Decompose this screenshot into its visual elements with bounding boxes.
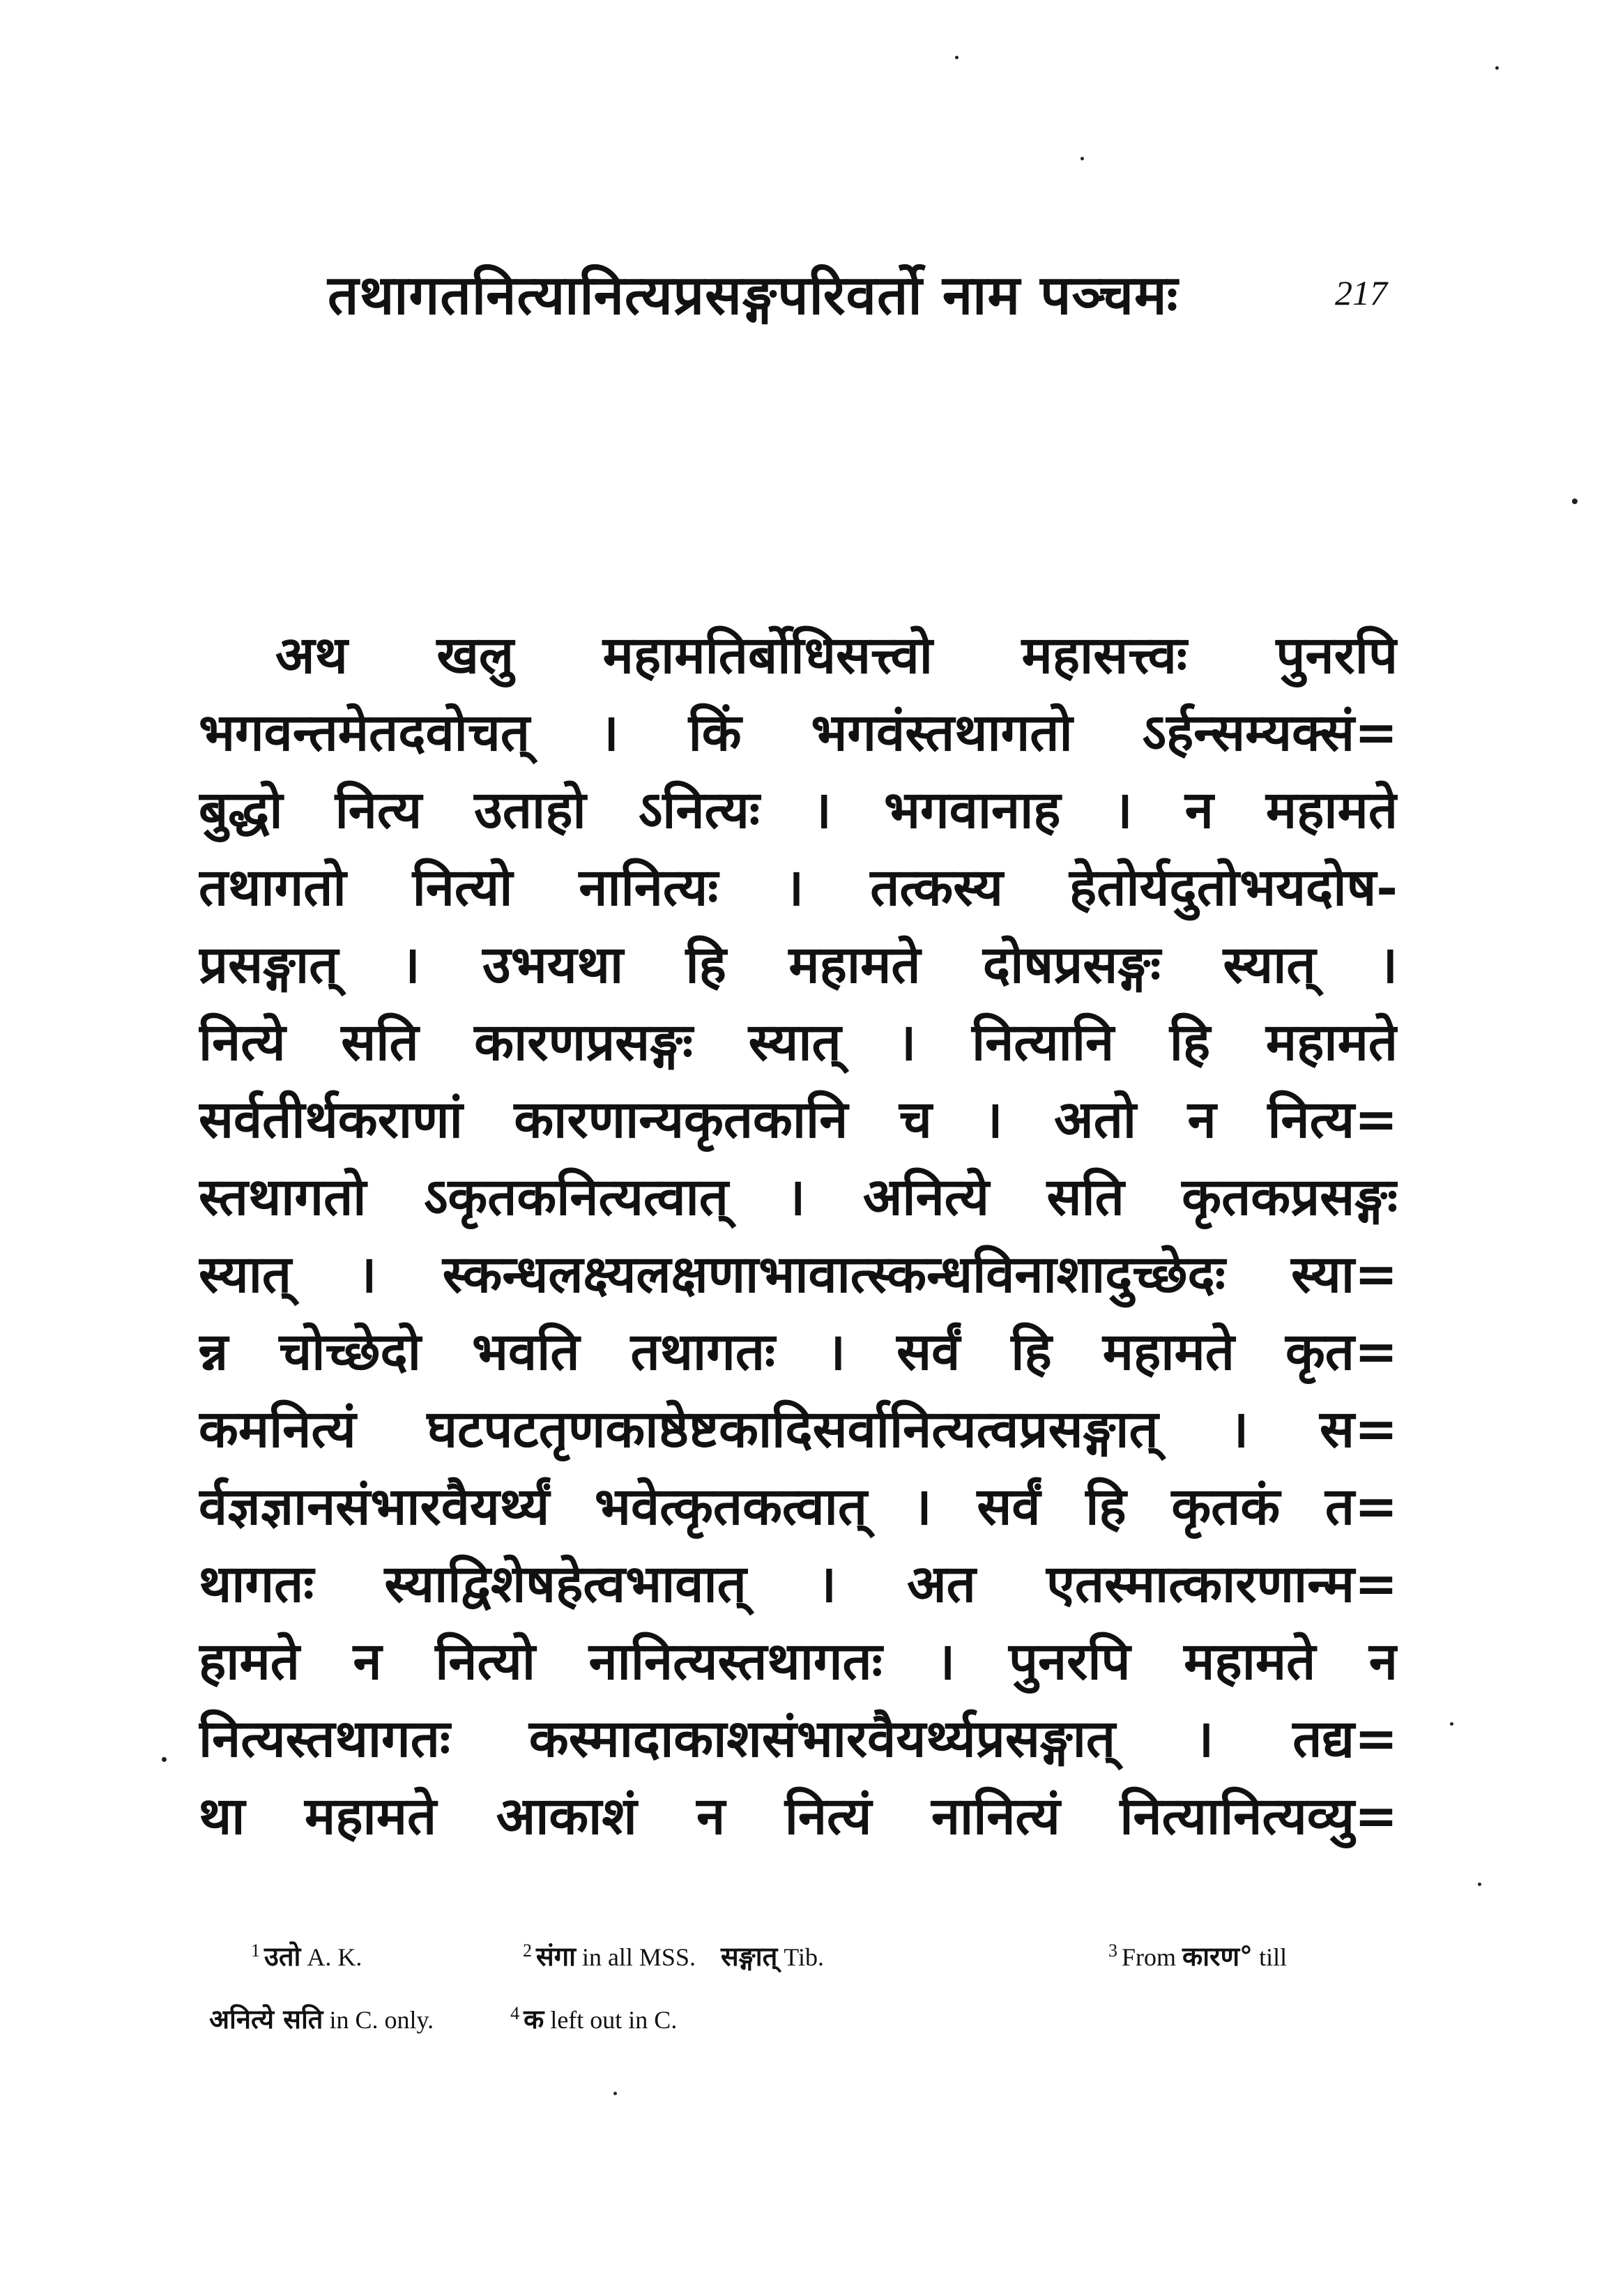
text-line: नित्यस्तथागतः कस्मादाकाशसंभारवैयर्थ्यप्रसङ्गात् । तद्य=: [199, 1709, 1398, 1769]
footnote-variant: उतो: [264, 1940, 301, 1972]
footnote-row: [209, 1987, 1394, 2050]
footnote-source: Tib.: [784, 1943, 824, 1971]
footnote-variant: क: [524, 2003, 544, 2035]
footnote-variant: कारण°: [1182, 1940, 1253, 1972]
running-head: [328, 251, 1387, 335]
scan-speck: [613, 2092, 617, 2095]
running-title: तथागतनित्यानित्यप्रसङ्गपरिवर्तो नाम पञ्चमः: [328, 264, 1179, 327]
text-line: सर्वतीर्थकराणां कारणान्यकृतकानि च । अतो न नित्य=: [199, 1090, 1398, 1150]
scan-speck: [1495, 66, 1499, 70]
footnote-text: left out in C.: [550, 2006, 678, 2034]
scan-speck: [162, 1757, 167, 1762]
text-line: कमनित्यं घटपटतृणकाष्ठेष्टकादिसर्वानित्यत्वप्रसङ्गात् । स=: [199, 1399, 1398, 1459]
text-line: तथागतो नित्यो नानित्यः । तत्कस्य हेतोर्यदुतोभयदोष-: [199, 858, 1398, 918]
footnote-variant: संगा: [536, 1940, 576, 1972]
text-line: बुद्धो नित्य उताहो ऽनित्यः । भगवानाह । न महामते: [199, 780, 1398, 840]
text-line: न्न चोच्छेदो भवति तथागतः । सर्वं हि महामते कृत=: [199, 1322, 1398, 1382]
footnote-text: till: [1259, 1943, 1288, 1971]
footnote-source: in all MSS.: [581, 1943, 696, 1971]
scan-speck: [1572, 499, 1578, 504]
footnote-variant: सङ्गात्: [720, 1940, 778, 1972]
text-line: स्यात् । स्कन्धलक्ष्यलक्षणाभावात्स्कन्धविनाशादुच्छेदः स्या=: [199, 1245, 1398, 1305]
footnote-1: [209, 1938, 523, 1974]
text-line: अथ खलु महामतिर्बोधिसत्त्वो महासत्त्वः पुनरपि: [275, 625, 1398, 685]
scan-speck: [955, 56, 959, 59]
footnote-4: [434, 2000, 677, 2037]
footnote-text: in C. only.: [329, 2006, 434, 2034]
sanskrit-body-text: [199, 617, 1398, 1855]
scan-speck: [1081, 157, 1084, 160]
footnote-variant: अनित्ये सति: [209, 2003, 323, 2035]
text-line: हामते न नित्यो नानित्यस्तथागतः । पुनरपि महामते न: [199, 1632, 1398, 1691]
text-line: था महामते आकाशं न नित्यं नानित्यं नित्यानित्यव्यु=: [199, 1786, 1398, 1846]
scan-speck: [1450, 1722, 1453, 1726]
page-number: 217: [1335, 273, 1387, 312]
footnote-3: [1108, 1938, 1394, 1974]
text-line: स्तथागतो ऽकृतकनित्यत्वात् । अनित्ये सति कृतकप्रसङ्गः: [199, 1167, 1398, 1227]
footnote-marker: 2: [523, 1940, 532, 1961]
scan-speck: [1478, 1883, 1481, 1886]
text-line: प्रसङ्गात् । उभयथा हि महामते दोषप्रसङ्गः स्यात् ।: [199, 935, 1398, 995]
text-line: थागतः स्याद्विशेषहेत्वभावात् । अत एतस्मात्कारणान्म=: [199, 1554, 1398, 1614]
footnote-marker: 3: [1108, 1940, 1117, 1961]
text-line: र्वज्ञज्ञानसंभारवैयर्थ्यं भवेत्कृतकत्वात् । सर्वं हि कृतकं त=: [199, 1477, 1398, 1537]
footnote-marker: 4: [510, 2003, 520, 2023]
footnote-marker: 1: [251, 1940, 260, 1961]
footnotes: [209, 1924, 1394, 2050]
footnote-text: From: [1122, 1943, 1177, 1971]
footnote-3-continued: [209, 2000, 434, 2037]
text-line: नित्ये सति कारणप्रसङ्गः स्यात् । नित्यानि हि महामते: [199, 1012, 1398, 1072]
footnote-source: A. K.: [307, 1943, 362, 1971]
text-line: भगवन्तमेतदवोचत् । किं भगवंस्तथागतो ऽर्हन्सम्यक्सं=: [199, 703, 1398, 763]
footnote-2: [523, 1938, 1108, 1974]
footnote-row: [209, 1924, 1394, 1987]
